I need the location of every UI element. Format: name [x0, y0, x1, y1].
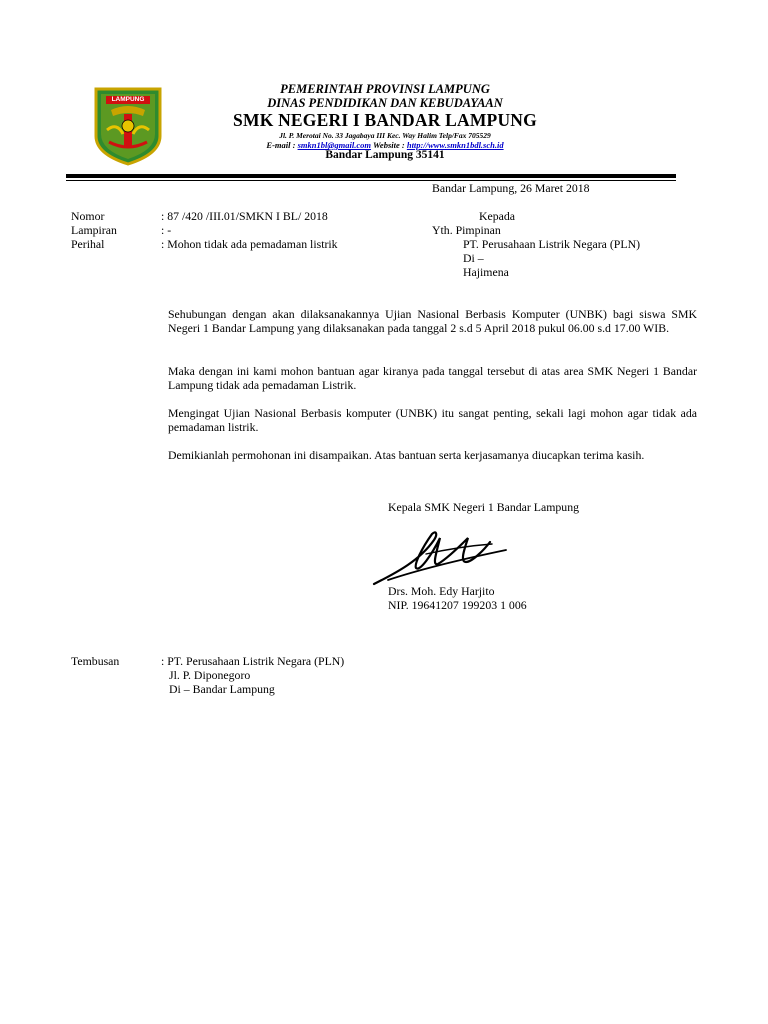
body-paragraph-1: Sehubungan dengan akan dilaksanakannya Ujian Nasional Berbasis Komputer (UNBK) bagi siswa SMK Negeri 1 Bandar Lampung yang dilaksanakan pada tanggal 2 s.d 5 April 2018 pukul 06.00 s.d 17.00 WIB. [168, 307, 697, 335]
recipient-place: Hajimena [463, 265, 509, 279]
header-rule-thick [66, 174, 676, 178]
signatory-nip: NIP. 19641207 199203 1 006 [388, 598, 527, 612]
logo-lettering: LAMPUNG [111, 96, 145, 103]
signatory-name: Drs. Moh. Edy Harjito [388, 584, 495, 598]
kepada: Kepada [479, 209, 516, 223]
lampiran-label: Lampiran [71, 223, 117, 237]
header-government: PEMERINTAH PROVINSI LAMPUNG [280, 82, 490, 96]
nomor-label: Nomor [71, 209, 105, 223]
perihal-label: Perihal [71, 237, 105, 251]
email-label: E-mail : [266, 140, 296, 150]
tembusan-line-2: Jl. P. Diponegoro [169, 668, 251, 682]
recipient-name: PT. Perusahaan Listrik Negara (PLN) [463, 237, 641, 251]
website-label: Website : [373, 140, 405, 150]
lampiran-value: : - [161, 223, 172, 237]
handwritten-signature [368, 524, 518, 590]
yth: Yth. Pimpinan [432, 223, 501, 237]
tembusan-label: Tembusan [71, 654, 120, 668]
header-department: DINAS PENDIDIKAN DAN KEBUDAYAAN [267, 96, 503, 110]
body-paragraph-4: Demikianlah permohonan ini disampaikan. Atas bantuan serta kerjasamanya diucapkan terima kasih. [168, 448, 645, 462]
nomor-value: : 87 /420 /III.01/SMKN I BL/ 2018 [161, 209, 328, 223]
website-link[interactable]: http://www.smkn1bdl.sch.id [406, 140, 504, 150]
header-address: Jl. P. Merotai No. 33 Jagabaya III Kec. Way Halim Telp/Fax 705529 [279, 131, 491, 140]
body-paragraph-2: Maka dengan ini kami mohon bantuan agar kiranya pada tanggal tersebut di atas area SMK Negeri 1 Bandar Lampung tidak ada pemadaman Listrik. [168, 364, 697, 392]
header-school-name: SMK NEGERI I BANDAR LAMPUNG [233, 110, 537, 130]
recipient-di: Di – [463, 251, 484, 265]
signatory-title: Kepala SMK Negeri 1 Bandar Lampung [388, 500, 579, 514]
header-city: Bandar Lampung 35141 [325, 149, 445, 161]
body-paragraph-3: Mengingat Ujian Nasional Berbasis komputer (UNBK) itu sangat penting, sekali lagi mohon agar tidak ada pemadaman listrik. [168, 406, 697, 434]
tembusan-line-1: : PT. Perusahaan Listrik Negara (PLN) [161, 654, 345, 668]
tembusan-line-3: Di – Bandar Lampung [169, 682, 275, 696]
letter-date: Bandar Lampung, 26 Maret 2018 [432, 181, 590, 195]
perihal-value: : Mohon tidak ada pemadaman listrik [161, 237, 338, 251]
email-link[interactable]: smkn1bl@gmail.com [297, 140, 372, 150]
